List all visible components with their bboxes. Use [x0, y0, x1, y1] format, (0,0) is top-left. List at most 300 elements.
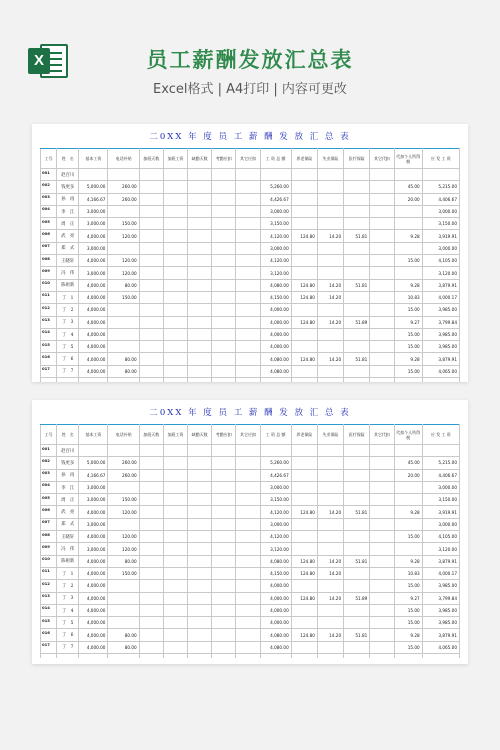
- table-cell: [317, 341, 343, 353]
- table-cell: 9.28: [394, 506, 422, 518]
- column-header: 其它代扣: [370, 425, 394, 445]
- table-cell: 5,260.00: [260, 457, 291, 469]
- table-cell: [291, 531, 317, 543]
- table-cell: [344, 518, 370, 530]
- table-cell: [344, 341, 370, 353]
- table-cell: [163, 629, 187, 641]
- column-header: 工号: [41, 149, 57, 169]
- table-cell: 3,150.00: [260, 218, 291, 230]
- table-cell: [108, 580, 139, 592]
- column-header: 代扣个人所得税: [394, 425, 422, 445]
- column-header: 加班工资: [163, 425, 187, 445]
- table-cell: [291, 193, 317, 205]
- employee-id-cell: 010: [41, 555, 57, 567]
- table-cell: [394, 494, 422, 506]
- table-cell: 4,000.00: [79, 555, 108, 567]
- table-cell: [139, 629, 163, 641]
- table-cell: [370, 341, 394, 353]
- table-cell: 10.83: [394, 567, 422, 579]
- table-cell: [236, 242, 260, 254]
- table-cell: [79, 654, 108, 658]
- table-cell: 4,000.00: [260, 341, 291, 353]
- table-cell: [344, 328, 370, 340]
- table-cell: 51.81: [344, 230, 370, 242]
- table-cell: [188, 481, 212, 493]
- column-header: 工 资 总 额: [260, 149, 291, 169]
- employee-name-cell: 丁 6: [57, 353, 79, 365]
- employee-name-cell: 钱更多: [57, 457, 79, 469]
- table-cell: [291, 617, 317, 629]
- table-cell: [394, 169, 422, 181]
- table-cell: [79, 445, 108, 457]
- employee-name-cell: 丁 3: [57, 316, 79, 328]
- table-cell: [188, 494, 212, 506]
- table-cell: 3,000.00: [422, 242, 459, 254]
- table-cell: 260.00: [108, 193, 139, 205]
- table-cell: 4,000.00: [260, 592, 291, 604]
- table-cell: [41, 378, 57, 382]
- table-row: [41, 531, 460, 543]
- table-cell: 4,080.00: [260, 629, 291, 641]
- table-cell: 9.28: [394, 629, 422, 641]
- table-cell: 3,000.00: [79, 267, 108, 279]
- table-cell: [163, 267, 187, 279]
- table-cell: [370, 531, 394, 543]
- table-cell: [344, 169, 370, 181]
- table-cell: [394, 267, 422, 279]
- table-cell: 3,985.00: [422, 341, 459, 353]
- table-cell: [108, 604, 139, 616]
- table-cell: [260, 445, 291, 457]
- table-cell: [370, 328, 394, 340]
- employee-name-cell: 丁 4: [57, 328, 79, 340]
- table-cell: [41, 654, 57, 658]
- table-cell: [212, 328, 236, 340]
- table-cell: [344, 580, 370, 592]
- table-cell: [163, 481, 187, 493]
- employee-name-cell: 孙 再: [57, 469, 79, 481]
- table-cell: 80.00: [108, 353, 139, 365]
- table-cell: [79, 378, 108, 382]
- table-cell: [212, 654, 236, 658]
- table-cell: [236, 494, 260, 506]
- employee-id-cell: 015: [41, 341, 57, 353]
- table-cell: [163, 518, 187, 530]
- table-cell: [57, 378, 79, 382]
- table-cell: [188, 218, 212, 230]
- table-cell: [291, 654, 317, 658]
- table-cell: [291, 641, 317, 653]
- table-row: [41, 181, 460, 193]
- table-cell: [188, 641, 212, 653]
- table-cell: [291, 457, 317, 469]
- table-cell: 80.00: [108, 365, 139, 377]
- table-cell: 124.80: [291, 592, 317, 604]
- table-cell: [370, 494, 394, 506]
- table-cell: [139, 181, 163, 193]
- table-cell: [139, 378, 163, 382]
- table-cell: 5,260.00: [260, 181, 291, 193]
- page-title: 员工薪酬发放汇总表: [146, 48, 354, 72]
- table-cell: [317, 469, 343, 481]
- table-cell: [108, 328, 139, 340]
- table-cell: [212, 531, 236, 543]
- table-cell: [188, 604, 212, 616]
- table-cell: 3,879.91: [422, 629, 459, 641]
- table-cell: [317, 494, 343, 506]
- table-cell: 4,065.00: [422, 365, 459, 377]
- table-cell: 4,000.00: [79, 279, 108, 291]
- table-cell: [212, 481, 236, 493]
- column-header: 电话补贴: [108, 149, 139, 169]
- table-cell: [422, 445, 459, 457]
- table-cell: [188, 654, 212, 658]
- table-cell: [188, 242, 212, 254]
- table-row: [41, 457, 460, 469]
- table-cell: 4,000.00: [79, 365, 108, 377]
- table-cell: [344, 567, 370, 579]
- table-cell: [188, 580, 212, 592]
- table-cell: [212, 316, 236, 328]
- table-cell: [370, 469, 394, 481]
- table-cell: 45.00: [394, 457, 422, 469]
- table-cell: [163, 506, 187, 518]
- table-cell: [108, 169, 139, 181]
- table-cell: 4,000.00: [260, 617, 291, 629]
- table-cell: 4,000.00: [79, 341, 108, 353]
- table-cell: [139, 291, 163, 303]
- table-cell: [394, 378, 422, 382]
- table-cell: 4,000.00: [79, 353, 108, 365]
- table-cell: 20.00: [394, 469, 422, 481]
- table-cell: [344, 218, 370, 230]
- employee-name-cell: 郑 式: [57, 242, 79, 254]
- table-cell: [108, 518, 139, 530]
- table-cell: 124.80: [291, 567, 317, 579]
- employee-id-cell: 006: [41, 230, 57, 242]
- table-cell: 4,000.00: [79, 506, 108, 518]
- table-cell: [212, 242, 236, 254]
- employee-name-cell: 赵百川: [57, 169, 79, 181]
- sheet-preview-1: [32, 124, 468, 382]
- table-cell: 3,120.00: [422, 543, 459, 555]
- table-cell: [344, 205, 370, 217]
- employee-id-cell: 004: [41, 205, 57, 217]
- table-cell: 4,000.00: [79, 580, 108, 592]
- table-cell: 3,879.91: [422, 279, 459, 291]
- table-cell: [212, 341, 236, 353]
- table-cell: [236, 641, 260, 653]
- table-cell: [291, 205, 317, 217]
- employee-name-cell: 丁 6: [57, 629, 79, 641]
- table-cell: [188, 469, 212, 481]
- table-cell: [108, 445, 139, 457]
- employee-id-cell: 009: [41, 543, 57, 555]
- table-cell: 14.20: [317, 230, 343, 242]
- table-row: [41, 328, 460, 340]
- table-cell: 120.00: [108, 230, 139, 242]
- table-cell: 3,120.00: [422, 267, 459, 279]
- table-cell: [108, 341, 139, 353]
- table-cell: [394, 218, 422, 230]
- table-cell: 4,426.67: [260, 469, 291, 481]
- table-cell: [212, 267, 236, 279]
- table-cell: [291, 445, 317, 457]
- employee-id-cell: 012: [41, 304, 57, 316]
- table-cell: [370, 181, 394, 193]
- table-cell: [188, 267, 212, 279]
- table-cell: 124.80: [291, 353, 317, 365]
- table-cell: [260, 378, 291, 382]
- table-cell: [344, 604, 370, 616]
- table-cell: [236, 341, 260, 353]
- sheet-title: 二0XX 年 度 员 工 薪 酬 发 放 汇 总 表: [149, 132, 351, 142]
- table-cell: [260, 654, 291, 658]
- table-row: [41, 242, 460, 254]
- employee-id-cell: 009: [41, 267, 57, 279]
- table-cut-row: [41, 378, 460, 382]
- table-cell: [212, 604, 236, 616]
- table-cell: [139, 445, 163, 457]
- table-row: [41, 169, 460, 181]
- table-cell: [212, 378, 236, 382]
- employee-name-cell: 陈祖新: [57, 279, 79, 291]
- table-row: [41, 506, 460, 518]
- table-row: [41, 518, 460, 530]
- table-cell: [163, 169, 187, 181]
- employee-id-cell: 017: [41, 641, 57, 653]
- employee-id-cell: 008: [41, 531, 57, 543]
- table-cell: [394, 481, 422, 493]
- column-header: 医疗保险: [344, 425, 370, 445]
- table-cell: [163, 469, 187, 481]
- table-cell: 3,799.84: [422, 316, 459, 328]
- table-cell: [163, 531, 187, 543]
- table-cell: [139, 518, 163, 530]
- table-cell: [163, 445, 187, 457]
- table-cell: 4,166.67: [79, 469, 108, 481]
- table-cell: 15.00: [394, 604, 422, 616]
- table-cell: [317, 267, 343, 279]
- column-header: 其它应扣: [236, 425, 260, 445]
- table-cell: 3,000.00: [79, 494, 108, 506]
- table-cell: 15.00: [394, 580, 422, 592]
- table-cell: [212, 567, 236, 579]
- table-cell: 3,985.00: [422, 617, 459, 629]
- table-cell: [163, 654, 187, 658]
- table-row: [41, 255, 460, 267]
- table-cell: 4,000.00: [79, 629, 108, 641]
- table-cell: [163, 242, 187, 254]
- table-cell: 4,406.67: [422, 469, 459, 481]
- table-cell: [188, 328, 212, 340]
- employee-name-cell: 丁 3: [57, 592, 79, 604]
- table-cell: [317, 580, 343, 592]
- table-cell: [188, 316, 212, 328]
- table-cell: 4,120.00: [260, 531, 291, 543]
- table-cell: 124.80: [291, 316, 317, 328]
- table-cell: 9.28: [394, 230, 422, 242]
- table-cell: 4,000.00: [260, 316, 291, 328]
- table-cell: [139, 567, 163, 579]
- table-cell: [188, 353, 212, 365]
- sheet-title: 二0XX 年 度 员 工 薪 酬 发 放 汇 总 表: [149, 408, 351, 418]
- table-cell: [236, 304, 260, 316]
- employee-name-cell: 郑 式: [57, 518, 79, 530]
- table-row: [41, 555, 460, 567]
- table-cell: 124.80: [291, 555, 317, 567]
- table-cell: 3,000.00: [79, 543, 108, 555]
- table-cell: [236, 445, 260, 457]
- table-row: [41, 604, 460, 616]
- column-header: 医疗保险: [344, 149, 370, 169]
- table-cell: [317, 328, 343, 340]
- table-cell: 14.20: [317, 279, 343, 291]
- employee-name-cell: 丁 2: [57, 304, 79, 316]
- employee-name-cell: 孙 再: [57, 193, 79, 205]
- table-cell: [212, 230, 236, 242]
- table-cell: [344, 242, 370, 254]
- table-cell: [317, 218, 343, 230]
- employee-name-cell: 丁 7: [57, 641, 79, 653]
- employee-id-cell: 011: [41, 567, 57, 579]
- table-cell: [344, 654, 370, 658]
- table-cell: [394, 205, 422, 217]
- table-cell: [236, 543, 260, 555]
- table-cell: [212, 629, 236, 641]
- table-cell: [370, 291, 394, 303]
- table-cell: 3,985.00: [422, 328, 459, 340]
- table-row: [41, 481, 460, 493]
- table-cell: [212, 580, 236, 592]
- table-cell: [188, 193, 212, 205]
- table-cell: [212, 279, 236, 291]
- table-cell: [139, 341, 163, 353]
- table-row: [41, 291, 460, 303]
- table-cell: [317, 654, 343, 658]
- table-cell: [139, 304, 163, 316]
- table-row: [41, 193, 460, 205]
- table-cell: 4,000.00: [79, 328, 108, 340]
- employee-id-cell: 016: [41, 629, 57, 641]
- table-cell: [291, 365, 317, 377]
- table-row: [41, 218, 460, 230]
- table-cell: 5,000.00: [79, 457, 108, 469]
- table-cell: [163, 230, 187, 242]
- table-cell: [163, 580, 187, 592]
- table-cell: [260, 169, 291, 181]
- table-row: [41, 230, 460, 242]
- table-cell: [139, 457, 163, 469]
- table-cell: [236, 592, 260, 604]
- table-cell: [291, 604, 317, 616]
- employee-id-cell: 003: [41, 469, 57, 481]
- column-header: 其它应扣: [236, 149, 260, 169]
- column-header: 电话补贴: [108, 425, 139, 445]
- table-row: [41, 205, 460, 217]
- table-cell: 45.00: [394, 181, 422, 193]
- table-cell: 4,120.00: [260, 255, 291, 267]
- salary-table: [40, 148, 460, 382]
- table-row: [41, 267, 460, 279]
- header-row: [41, 425, 460, 445]
- table-cell: 15.00: [394, 341, 422, 353]
- table-cell: [317, 457, 343, 469]
- table-cell: [212, 291, 236, 303]
- table-cell: [163, 604, 187, 616]
- table-cell: 150.00: [108, 567, 139, 579]
- table-row: [41, 617, 460, 629]
- table-cell: [370, 592, 394, 604]
- table-cell: 4,080.00: [260, 365, 291, 377]
- employee-id-cell: 014: [41, 604, 57, 616]
- table-cell: [236, 353, 260, 365]
- column-header: 加班天数: [139, 149, 163, 169]
- banner: [0, 0, 500, 118]
- table-cell: [139, 205, 163, 217]
- table-cell: [163, 255, 187, 267]
- header-row: [41, 149, 460, 169]
- table-cell: 14.20: [317, 555, 343, 567]
- table-cell: [79, 169, 108, 181]
- table-cell: [370, 506, 394, 518]
- table-cell: [139, 531, 163, 543]
- table-cell: 80.00: [108, 641, 139, 653]
- table-cell: [139, 255, 163, 267]
- table-cell: [370, 555, 394, 567]
- table-cell: [139, 654, 163, 658]
- column-header: 养老保险: [291, 425, 317, 445]
- table-cell: 4,080.00: [260, 641, 291, 653]
- table-cell: [212, 494, 236, 506]
- table-cell: 4,166.67: [79, 193, 108, 205]
- table-cell: [291, 169, 317, 181]
- table-cell: 4,000.00: [79, 567, 108, 579]
- table-cell: [188, 506, 212, 518]
- table-cell: 51.81: [344, 555, 370, 567]
- table-cell: [236, 654, 260, 658]
- table-cell: 4,000.00: [79, 617, 108, 629]
- table-row: [41, 445, 460, 457]
- table-cell: [370, 617, 394, 629]
- table-cell: [212, 169, 236, 181]
- table-cell: 150.00: [108, 218, 139, 230]
- table-cell: [212, 365, 236, 377]
- table-cell: [344, 641, 370, 653]
- table-cell: [108, 617, 139, 629]
- table-row: [41, 279, 460, 291]
- table-cell: [163, 378, 187, 382]
- table-cell: [139, 169, 163, 181]
- table-cell: [212, 617, 236, 629]
- table-cell: [236, 457, 260, 469]
- table-cell: [188, 617, 212, 629]
- table-cell: [344, 365, 370, 377]
- column-header: 缺勤天数: [188, 425, 212, 445]
- table-cell: [188, 181, 212, 193]
- table-cell: [188, 365, 212, 377]
- table-cell: 15.00: [394, 255, 422, 267]
- table-cell: 4,105.00: [422, 255, 459, 267]
- table-cell: [344, 193, 370, 205]
- table-cell: [236, 617, 260, 629]
- table-cell: [370, 629, 394, 641]
- column-header: 姓 名: [57, 149, 79, 169]
- table-cell: [212, 193, 236, 205]
- table-cell: [236, 328, 260, 340]
- table-cell: 3,985.00: [422, 304, 459, 316]
- table-cell: 260.00: [108, 469, 139, 481]
